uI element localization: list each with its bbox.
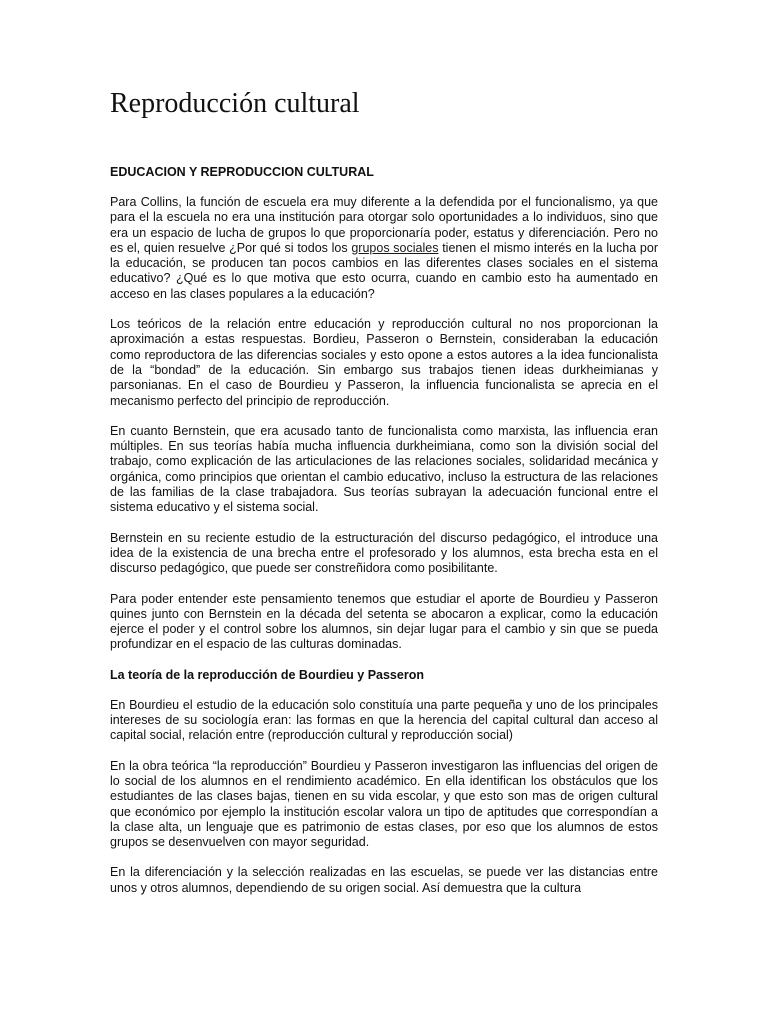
section-heading: EDUCACION Y REPRODUCCION CULTURAL <box>110 165 374 179</box>
paragraph-6: En Bourdieu el estudio de la educación solo constituía una parte pequeña y uno de los principales intereses de su sociología eran: las formas en que la herencia del capital cultural dan acceso al capital social, relación entre (reproducción cultural y reproducción social) <box>110 697 658 743</box>
paragraph-1 <box>110 195 658 302</box>
paragraph-4: Bernstein en su reciente estudio de la estructuración del discurso pedagógico, el introduce una idea de la existencia de una brecha entre el profesorado y los alumnos, esta brecha esta en el discurso pedagógico, que puede ser constreñidora como posibilitante. <box>110 530 658 576</box>
document-page <box>110 86 658 911</box>
paragraph-7: En la obra teórica “la reproducción” Bourdieu y Passeron investigaron las influencias del origen de lo social de los alumnos en el rendimiento académico. En ella identifican los obstáculos que los estudiantes de las clases bajas, tienen en su vida escolar, y que esto son mas de origen cultural que económico por ejemplo la institución escolar valora un tipo de aptitudes que correspondían a la clase alta, un lenguaje que es patrimonio de estas clases, por eso que los alumnos de estos grupos se desenvuelven con mayor seguridad. <box>110 758 658 850</box>
paragraph-2: Los teóricos de la relación entre educación y reproducción cultural no nos proporcionan la aproximación a estas respuestas. Bordieu, Passeron o Bernstein, consideraban la educación como reproductora de las diferencias sociales y esto opone a estos autores a la idea funcionalista de la “bondad” de la educación. Sin embargo sus trabajos tienen ideas durkheimianas y parsonianas. En el caso de Bourdieu y Passeron, la influencia funcionalista se aprecia en el mecanismo perfecto del principio de reproducción. <box>110 317 658 408</box>
paragraph-1-text-after-link: tienen el mismo interés en la lucha por la educación, se producen tan pocos cambios en las diferentes clases sociales en el sistema educativo? ¿Qué es lo que motiva que esto ocurra, cuando en cambio esto ha aumentado en acceso en las clases populares a la educación? <box>110 240 658 301</box>
document-title: Reproducción cultural <box>110 88 360 119</box>
paragraph-3: En cuanto Bernstein, que era acusado tanto de funcionalista como marxista, las influencia eran múltiples. En sus teorías había mucha influencia durkheimiana, como son la división social del trabajo, como explicación de las articulaciones de las relaciones sociales, solidaridad mecánica y orgánica, como principios que orientan el cambio educativo, incluso la estructura de las relaciones de las familias de la clase trabajadora. Sus teorías subrayan la adecuación funcional entre el sistema educativo y el sistema social. <box>110 423 658 515</box>
subheading-bourdieu-passeron: La teoría de la reproducción de Bourdieu y Passeron <box>110 667 424 682</box>
paragraph-5: Para poder entender este pensamiento tenemos que estudiar el aporte de Bourdieu y Passeron quines junto con Bernstein en la década del setenta se abocaron a explicar, como la educación ejerce el poder y el control sobre los alumnos, sin dejar lugar para el cambio y sin que se pueda profundizar en el espacio de las culturas dominadas. <box>110 591 658 652</box>
paragraph-8: En la diferenciación y la selección realizadas en las escuelas, se puede ver las distancias entre unos y otros alumnos, dependiendo de su origen social. Así demuestra que la cultura <box>110 865 658 895</box>
grupos-sociales-link[interactable]: grupos sociales <box>351 240 439 255</box>
paragraph-1-text-before-link: Para Collins, la función de escuela era muy diferente a la defendida por el funcionalismo, ya que para el la escuela no era una institución para otorgar solo oportunidades a lo individuos, sino que era un espacio de lucha de grupos lo que proporcionaría poder, estatus y diferenciación. Pero no es el, quien resuelve ¿Por qué si todos los <box>110 195 658 255</box>
